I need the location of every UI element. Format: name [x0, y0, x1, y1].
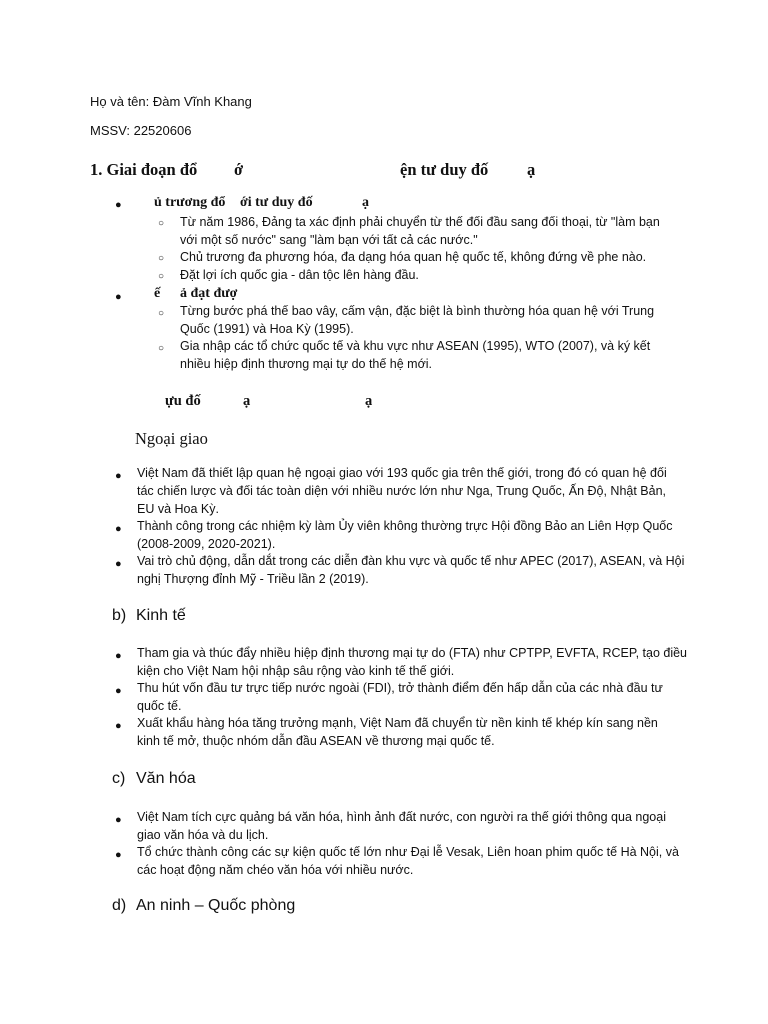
circle-marker: ○: [158, 253, 165, 264]
section1-title-part3: ện tư duy đố: [400, 160, 489, 179]
list-item-line: Từ năm 1986, Đảng ta xác định phải chuyển từ thế đối đầu sang đối thoại, từ "làm bạn: [180, 215, 660, 229]
bullet-dot: ●: [115, 291, 122, 303]
bullet-dot: ●: [115, 470, 122, 482]
list-item-line: Thành công trong các nhiệm kỳ làm Ủy viên không thường trực Hội đồng Bảo an Liên Hợp Quốc: [137, 519, 673, 533]
subsection-d-marker: d): [112, 897, 127, 914]
list-item-line: với một số nước" sang "làm bạn với tất cả các nước.": [180, 233, 478, 247]
bullet2-label-part2: ả đạt đượ: [180, 286, 238, 301]
section2-title-part2: ạ: [243, 393, 251, 409]
list-item-line: Đặt lợi ích quốc gia - dân tộc lên hàng đầu.: [180, 268, 419, 282]
list-item-line: các hoạt động năm chéo văn hóa với nhiều nước.: [137, 863, 414, 877]
list-item-line: giao văn hóa và du lịch.: [137, 828, 269, 842]
list-item-line: Tham gia và thúc đẩy nhiều hiệp định thương mại tự do (FTA) như CPTPP, EVFTA, RCEP, tạo điều: [137, 646, 687, 660]
subsection-c-title: Văn hóa: [136, 770, 196, 787]
bullet1-label-part1: ủ trương đổ: [154, 195, 226, 210]
list-item-line: Việt Nam tích cực quảng bá văn hóa, hình ảnh đất nước, con người ra thế giới thông qua ngoại: [137, 810, 666, 824]
subsection-c-marker: c): [112, 770, 126, 787]
bullet1-label-part3: ạ: [362, 195, 369, 210]
bullet1-label-part2: ới tư duy đố: [240, 195, 313, 210]
list-item-line: Thu hút vốn đầu tư trực tiếp nước ngoài (FDI), trở thành điểm đến hấp dẫn của các nhà đầu tư: [137, 681, 663, 695]
bullet-dot: ●: [115, 685, 122, 697]
student-id: MSSV: 22520606: [90, 123, 192, 138]
bullet-dot: ●: [115, 814, 122, 826]
list-item-line: nghị Thượng đỉnh Mỹ - Triều lần 2 (2019).: [137, 572, 369, 586]
list-item-line: Vai trò chủ động, dẫn dắt trong các diễn đàn khu vực và quốc tế như APEC (2017), ASEAN, và Hội: [137, 554, 685, 568]
bullet-dot: ●: [115, 720, 122, 732]
list-item-line: Việt Nam đã thiết lập quan hệ ngoại giao với 193 quốc gia trên thế giới, trong đó có quan hệ đối: [137, 466, 667, 480]
list-item-line: nhiều hiệp định thương mại tự do thế hệ mới.: [180, 357, 433, 371]
section1-title-part4: ạ: [527, 160, 536, 179]
list-item-line: Từng bước phá thế bao vây, cấm vận, đặc biệt là bình thường hóa quan hệ với Trung: [180, 304, 655, 318]
circle-marker: ○: [158, 271, 165, 282]
circle-marker: ○: [158, 218, 165, 229]
list-item-line: tác chiến lược và đối tác toàn diện với nhiều nước lớn như Nga, Trung Quốc, Ấn Độ, Nhật Bản,: [137, 484, 667, 498]
bullet2-label-part1: ế: [154, 286, 161, 301]
list-item-line: Tổ chức thành công các sự kiện quốc tế lớn như Đại lễ Vesak, Liên hoan phim quốc tế Hà Nội, và: [137, 845, 679, 859]
bullet-dot: ●: [115, 650, 122, 662]
list-item-line: Gia nhập các tổ chức quốc tế và khu vực như ASEAN (1995), WTO (2007), và ký kết: [180, 339, 651, 353]
list-item-line: (2008-2009, 2020-2021).: [137, 537, 276, 551]
circle-marker: ○: [158, 343, 165, 354]
list-item-line: quốc tế.: [137, 699, 182, 713]
subsection-b-title: Kinh tế: [136, 607, 186, 624]
subsection-b-marker: b): [112, 607, 127, 624]
section1-title-part2: ớ: [234, 160, 244, 179]
section2-title-part3: ạ: [365, 393, 373, 409]
subsection-d-title: An ninh – Quốc phòng: [136, 897, 296, 914]
circle-marker: ○: [158, 308, 165, 319]
list-item-line: Chủ trương đa phương hóa, đa dạng hóa quan hệ quốc tế, không đứng về phe nào.: [180, 250, 647, 264]
bullet-dot: ●: [115, 199, 122, 211]
section2-title-part1: ựu đố: [165, 393, 201, 409]
list-item-line: EU và Hoa Kỳ.: [137, 502, 219, 516]
bullet-dot: ●: [115, 558, 122, 570]
list-item-line: kinh tế mở, thuộc nhóm dẫn đầu ASEAN về thương mại quốc tế.: [137, 734, 495, 748]
list-item-line: Xuất khẩu hàng hóa tăng trưởng mạnh, Việt Nam đã chuyển từ nền kinh tế khép kín sang nền: [137, 716, 658, 730]
subsection-a-title: Ngoại giao: [135, 429, 208, 448]
bullet-dot: ●: [115, 849, 122, 861]
list-item-line: kiện cho Việt Nam hội nhập sâu rộng vào kinh tế thế giới.: [137, 664, 455, 678]
bullet-dot: ●: [115, 523, 122, 535]
list-item-line: Quốc (1991) và Hoa Kỳ (1995).: [180, 322, 354, 336]
section1-title-part1: 1. Giai đoạn đổ: [90, 160, 198, 179]
student-name: Họ và tên: Đàm Vĩnh Khang: [90, 94, 252, 109]
